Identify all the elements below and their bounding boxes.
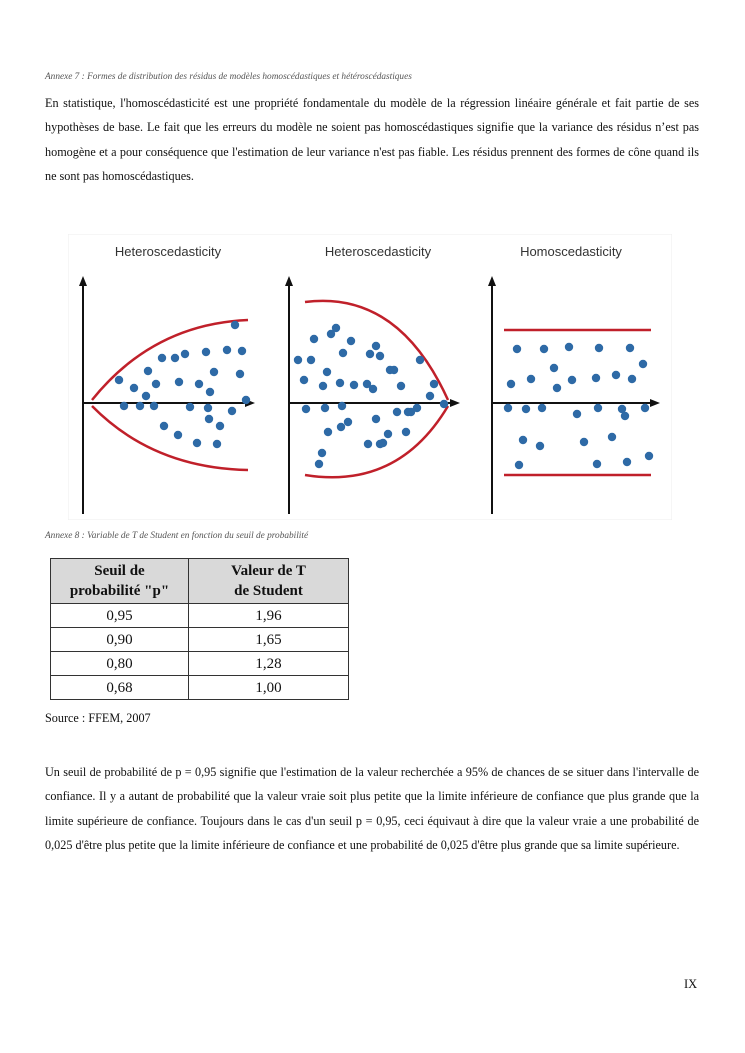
table-cell-t-value: 1,65 [189,628,349,652]
table-cell-probability: 0,90 [51,628,189,652]
residual-point [350,381,358,389]
residual-point [390,366,398,374]
residual-point [397,382,405,390]
residual-point [416,356,424,364]
table-cell-probability: 0,80 [51,652,189,676]
residual-point [223,346,231,354]
t-student-table [50,558,349,700]
residual-point [210,368,218,376]
residual-point [645,452,653,460]
residual-point [338,402,346,410]
residual-point [144,367,152,375]
residual-point [568,376,576,384]
annex8-caption: Annexe 8 : Variable de T de Student en fonction du seuil de probabilité [45,531,309,541]
residual-point [307,356,315,364]
residual-point [379,439,387,447]
residual-point [142,392,150,400]
residual-point [181,350,189,358]
residuals-figure [68,234,672,520]
residual-point [504,404,512,412]
residual-point [593,460,601,468]
residual-point [628,375,636,383]
residual-point [310,335,318,343]
residual-point [592,374,600,382]
residual-point [136,402,144,410]
residual-point [195,380,203,388]
residual-point [216,422,224,430]
residual-point [160,422,168,430]
residual-point [440,400,448,408]
residual-point [553,384,561,392]
table-row [51,676,349,700]
residual-point [366,350,374,358]
residual-point [186,403,194,411]
residual-point [527,375,535,383]
annex7-caption: Annexe 7 : Formes de distribution des résidus de modèles homoscédastiques et hétéroscédastiques [45,72,412,82]
header-t-value [189,559,349,604]
closing-paragraph: Un seuil de probabilité de p = 0,95 signifie que l'estimation de la valeur recherchée a 95% de chances de se situer dans l'intervalle de confiance. Il y a autant de probabilité que la valeur vraie soit plus petite que la limite inférieure de confiance que plus grande que la limite supérieure de confiance. Toujours dans le cas d'un seuil p = 0,95, ceci équivaut à dire que la valeur vraie a une probabilité de 0,025 d'être plus petite que la limite inférieure de confiance et une probabilité de 0,025 d'être plus grande que sa limite supérieure. [45,765,699,852]
residual-point [384,430,392,438]
residual-point [336,379,344,387]
panel-1-title: Heteroscedasticity [114,244,222,259]
residual-point [413,404,421,412]
table-cell-probability: 0,95 [51,604,189,628]
residual-point [538,404,546,412]
residual-point [302,405,310,413]
residual-point [238,347,246,355]
panel-2-title: Heteroscedasticity [324,244,432,259]
table-row [51,628,349,652]
residual-point [202,348,210,356]
residual-point [540,345,548,353]
residual-point [206,388,214,396]
residual-point [393,408,401,416]
residual-point [242,396,250,404]
residual-point [608,433,616,441]
residual-point [332,324,340,332]
residual-point [621,412,629,420]
residual-point [369,385,377,393]
header-t-value-line1: Valeur de T [231,563,306,579]
table-cell-t-value: 1,96 [189,604,349,628]
residual-point [339,349,347,357]
residual-point [522,405,530,413]
residual-point [213,440,221,448]
residual-point [594,404,602,412]
residual-point [228,407,236,415]
panel-3-title: Homoscedasticity [520,244,622,259]
residual-point [430,380,438,388]
residual-point [623,458,631,466]
residual-point [150,402,158,410]
page-number: IX [684,977,698,991]
residual-point [120,402,128,410]
residual-point [294,356,302,364]
residual-point [372,342,380,350]
table-cell-t-value: 1,28 [189,652,349,676]
residual-point [171,354,179,362]
residual-point [347,337,355,345]
residual-point [565,343,573,351]
residual-point [130,384,138,392]
table-source: Source : FFEM, 2007 [45,711,151,725]
residual-point [152,380,160,388]
residual-point [515,461,523,469]
header-probability-line1: Seuil de [94,563,145,579]
residual-point [513,345,521,353]
residual-point [158,354,166,362]
residual-point [318,449,326,457]
table-header-row [51,559,349,604]
header-t-value-line2: de Student [234,583,303,599]
residual-point [426,392,434,400]
residual-point [205,415,213,423]
residual-point [402,428,410,436]
header-probability [51,559,189,604]
residual-point [536,442,544,450]
residual-point [115,376,123,384]
residual-point [550,364,558,372]
residual-point [364,440,372,448]
residual-point [337,423,345,431]
residual-point [193,439,201,447]
residual-point [612,371,620,379]
residual-point [236,370,244,378]
residual-point [321,404,329,412]
table-row [51,652,349,676]
residual-point [344,418,352,426]
residual-point [204,404,212,412]
residual-point [231,321,239,329]
table-cell-probability: 0,68 [51,676,189,700]
residual-point [641,404,649,412]
residual-point [595,344,603,352]
residual-point [519,436,527,444]
residual-point [324,428,332,436]
residual-point [626,344,634,352]
residual-point [175,378,183,386]
residual-point [372,415,380,423]
residual-point [323,368,331,376]
header-probability-line2: probabilité "p" [69,583,170,599]
table-row [51,604,349,628]
table-cell-t-value: 1,00 [189,676,349,700]
annex7-paragraph: En statistique, l'homoscédasticité est une propriété fondamentale du modèle de la régression linéaire générale et fait partie de ses hypothèses de base. Le fait que les erreurs du modèle ne soient pas homoscédastiques signifie que la variance des résidus n’est pas homogène et a pour conséquence que l'estimation de leur variance n'est pas fiable. Les résidus prennent des formes de cône quand ils ne sont pas homoscédastiques. [45,96,699,183]
residual-point [300,376,308,384]
residual-point [573,410,581,418]
residual-point [507,380,515,388]
residual-point [376,352,384,360]
residual-point [639,360,647,368]
residual-point [319,382,327,390]
residual-point [580,438,588,446]
residual-point [174,431,182,439]
residual-point [315,460,323,468]
